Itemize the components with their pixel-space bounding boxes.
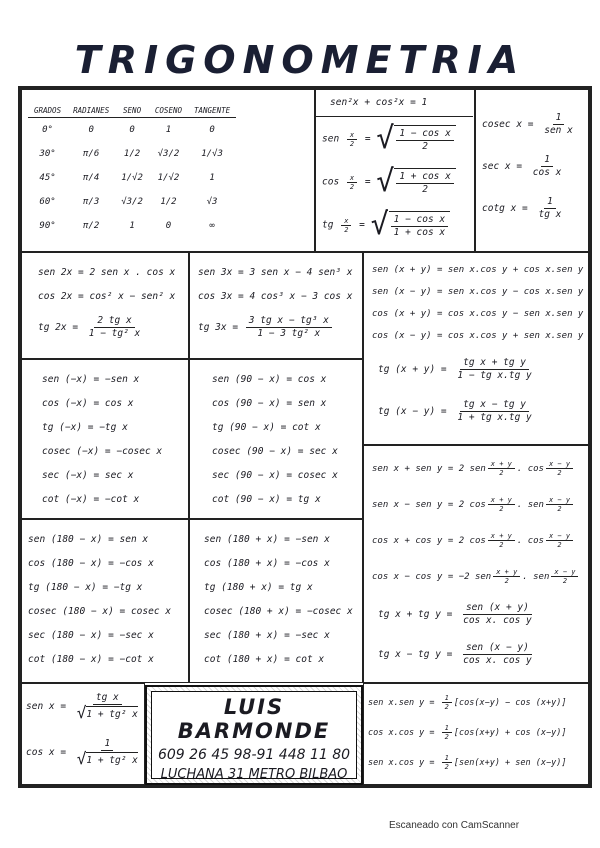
cos-plus-cos <box>372 532 575 549</box>
neg-formula: cos (−x) = cos x <box>42 398 134 409</box>
den: cos x. cos y <box>463 655 532 666</box>
table-row <box>28 142 236 166</box>
num: sen (x + y) <box>463 602 532 615</box>
cos-sum: cos (x + y) = cos x.cos y − sen x.sen y <box>372 309 584 319</box>
cos-3x: cos 3x = 4 cos³ x − 3 cos x <box>198 291 353 302</box>
num: 1 <box>442 754 452 763</box>
sqrt <box>77 705 138 721</box>
den: 2 <box>344 225 349 234</box>
fraction <box>530 154 565 179</box>
fraction <box>493 568 520 585</box>
table-row <box>28 214 236 238</box>
cos-cos-product <box>368 724 566 741</box>
num: x − y <box>546 532 573 541</box>
neg-formula: cot (−x) = −cot x <box>42 494 140 505</box>
label: tg 3x = <box>198 322 239 333</box>
num: tg x − tg y <box>460 399 529 412</box>
den: 2 <box>499 469 504 477</box>
supp-formula: tg (180 − x) = −tg x <box>28 582 143 593</box>
num: sen (x − y) <box>463 642 532 655</box>
divider <box>316 116 473 117</box>
den: tg x <box>538 209 562 220</box>
plus180-formula: sen (180 + x) = −sen x <box>204 534 330 545</box>
comp-formula: cosec (90 − x) = sec x <box>212 446 338 457</box>
den: 1 − 3 tg² x <box>257 328 321 339</box>
table-cell: π/2 <box>83 221 100 231</box>
num: x + y <box>488 532 515 541</box>
table-cell: 1 <box>165 125 172 135</box>
plus180-formula: sec (180 + x) = −sec x <box>204 630 330 641</box>
sen-sen-product <box>368 694 566 711</box>
label: tg (x + y) = <box>378 364 447 375</box>
sen-diff: sen (x − y) = sen x.cos y − cos x.sen y <box>372 287 584 297</box>
table-row <box>28 118 236 143</box>
table-row <box>28 190 236 214</box>
plus180-formula: cos (180 + x) = −cos x <box>204 558 330 569</box>
fraction <box>341 217 351 234</box>
table-cell: √3/2 <box>157 149 180 159</box>
double-angle-box <box>21 252 189 359</box>
num: 1 <box>442 694 452 703</box>
cos-from-tg <box>26 738 143 767</box>
den: 2 <box>444 763 449 771</box>
sen-sum: sen (x + y) = sen x.cos y + cos x.sen y <box>372 265 584 275</box>
reciprocal-box <box>475 89 589 252</box>
comp-formula: sec (90 − x) = cosec x <box>212 470 338 481</box>
tg-minus-tg <box>378 642 537 667</box>
table-cell: 1 <box>209 173 215 183</box>
fraction <box>551 568 578 585</box>
label: cosec x <box>482 119 523 130</box>
fraction <box>546 532 573 549</box>
label: . sen <box>516 500 544 510</box>
cosec-formula: cosec x = $\frac{1}{\text{sen x}}$ <box>482 112 578 137</box>
sen-3x: sen 3x = 3 sen x − 4 sen³ x <box>198 267 353 278</box>
num: x − y <box>551 568 578 577</box>
label: cotg x <box>482 203 517 214</box>
table-cell: 1 <box>129 221 135 231</box>
label: cos <box>322 176 340 188</box>
den: 1 − tg² x <box>88 328 141 339</box>
header-grados: GRADOS <box>28 104 67 118</box>
label: [cos(x+y) + cos (x−y)] <box>453 728 567 738</box>
fraction <box>460 642 535 667</box>
den: 2 <box>557 469 562 477</box>
label: cos x + cos y = 2 cos <box>372 536 486 546</box>
sum-formulas-box <box>363 252 589 445</box>
num: x + y <box>493 568 520 577</box>
fraction <box>347 131 357 148</box>
fraction <box>541 112 576 137</box>
table-cell: 1/2 <box>123 149 141 159</box>
num: 1 <box>442 724 452 733</box>
fraction <box>454 357 534 382</box>
table-cell: 0 <box>209 125 215 135</box>
neg-formula: tg (−x) = −tg x <box>42 422 128 433</box>
stamp-name: LUIS BARMONDE <box>177 695 331 743</box>
radical-sign: √ <box>376 164 395 199</box>
table-cell: π/3 <box>83 197 100 207</box>
label: sen x.sen y = <box>368 698 435 708</box>
tangent-expression-box <box>21 683 145 785</box>
tg-plus-tg <box>378 602 537 627</box>
den: cos x. cos y <box>463 615 532 626</box>
half-angle-cos: cos $\frac{x}{2}$ = √ $\frac{\text{1 + cos x}}{2}$ <box>322 167 456 197</box>
den: 2 <box>349 139 355 148</box>
complementary-box <box>189 359 363 519</box>
sen-cos-product <box>368 754 566 771</box>
label: sen x + sen y = 2 sen <box>372 464 486 474</box>
radical-sign: √ <box>76 703 87 722</box>
num: 2 tg x <box>94 315 134 328</box>
fraction <box>74 738 141 767</box>
den: 2 <box>499 505 504 513</box>
label: cos x = <box>26 747 67 758</box>
den: 2 <box>444 703 449 711</box>
label: sen x = <box>26 701 67 712</box>
tg-3x <box>198 315 334 340</box>
label: sen x.cos y = <box>368 758 435 768</box>
table-cell: 60° <box>39 197 56 207</box>
fraction <box>546 460 573 477</box>
num: tg x + tg y <box>460 357 529 370</box>
cos-2x: cos 2x = cos² x − sen² x <box>38 291 176 302</box>
table-cell: √3 <box>206 197 218 207</box>
plus-180-box <box>189 519 363 683</box>
label: tg <box>322 219 334 231</box>
stamp-inner <box>151 691 357 782</box>
num: x <box>347 174 357 183</box>
comp-formula: cot (90 − x) = tg x <box>212 494 321 505</box>
label: . cos <box>516 536 544 546</box>
label: tg x + tg y = <box>378 609 453 620</box>
page-title: TRIGONOMETRIA <box>74 38 526 82</box>
half-angle-tg: tg $\frac{x}{2}$ = √ $\frac{\text{1 − cos x}}{\text{1 + cos x}}$ <box>322 210 450 240</box>
label: sen x − sen y = 2 cos <box>372 500 486 510</box>
scanner-watermark: Escaneado con CamScanner <box>389 820 520 831</box>
plus180-formula: tg (180 + x) = tg x <box>204 582 313 593</box>
fraction <box>536 196 565 221</box>
label: tg (x − y) = <box>378 406 447 417</box>
fraction <box>442 724 452 741</box>
sen-from-tg <box>26 692 143 721</box>
den: 1 + tg² x <box>86 752 137 767</box>
table-cell: 90° <box>39 221 56 231</box>
neg-formula: sec (−x) = sec x <box>42 470 134 481</box>
fraction <box>546 496 573 513</box>
table-cell: 0° <box>42 125 53 135</box>
fraction <box>442 754 452 771</box>
fraction <box>74 692 141 721</box>
label: [sen(x+y) + sen (x−y)] <box>453 758 567 768</box>
table-cell: 0 <box>165 221 172 231</box>
den: 2 <box>444 733 449 741</box>
fraction <box>488 496 515 513</box>
table-cell: √3/2 <box>121 197 143 207</box>
fraction <box>396 128 453 153</box>
den: 1 + tg² x <box>86 706 137 721</box>
den: 2 <box>422 184 428 195</box>
label: cos x − cos y = −2 sen <box>372 572 492 582</box>
angle-table <box>28 104 236 238</box>
num: x <box>347 131 357 140</box>
sqrt <box>77 751 138 767</box>
den: 2 <box>422 141 428 152</box>
fraction <box>396 171 453 196</box>
num: 1 <box>544 196 556 209</box>
header-radianes: RADIANES <box>67 104 115 118</box>
sqrt <box>370 207 451 242</box>
label: . cos <box>516 464 544 474</box>
den: sen x <box>544 125 573 136</box>
label: tg 2x = <box>38 322 79 333</box>
sum-to-product-box <box>363 445 589 683</box>
table-cell: π/6 <box>83 149 100 159</box>
comp-formula: cos (90 − x) = sen x <box>212 398 327 409</box>
num: 1 − cos x <box>391 214 448 227</box>
plus180-formula: cosec (180 + x) = −cosec x <box>204 606 353 617</box>
supp-formula: cot (180 − x) = −cot x <box>28 654 154 665</box>
den: 1 + cos x <box>393 227 446 238</box>
table-cell: ∞ <box>209 221 215 231</box>
cotg-formula: cotg x = $\frac{1}{\text{tg x}}$ <box>482 196 566 221</box>
den: cos x <box>532 167 562 178</box>
header-seno: SENO <box>115 104 149 118</box>
supp-formula: sec (180 − x) = −sec x <box>28 630 154 641</box>
negative-angle-box <box>21 359 189 519</box>
num: x + y <box>488 460 515 469</box>
den: 2 <box>557 541 562 549</box>
den: 1 − tg x.tg y <box>457 370 532 381</box>
label: tg x − tg y = <box>378 649 453 660</box>
header-tangente: TANGENTE <box>188 104 236 118</box>
publisher-stamp <box>145 685 363 785</box>
formula-sheet <box>18 86 592 788</box>
label: [cos(x−y) − cos (x+y)] <box>453 698 567 708</box>
num: x − y <box>546 460 573 469</box>
cos-minus-cos <box>372 568 580 585</box>
cos-diff: cos (x − y) = cos x.cos y + sen x.sen y <box>372 331 584 341</box>
radical-sign: √ <box>76 749 87 768</box>
plus180-formula: cot (180 + x) = cot x <box>204 654 325 665</box>
table-cell: 30° <box>39 149 56 159</box>
num: x <box>341 217 351 226</box>
comp-formula: sen (90 − x) = cos x <box>212 374 327 385</box>
fraction <box>442 694 452 711</box>
supp-formula: cos (180 − x) = −cos x <box>28 558 154 569</box>
num: 1 <box>101 738 113 751</box>
num: tg x <box>93 692 122 705</box>
half-angle-sen: sen $\frac{x}{2}$ = √ $\frac{\text{1 − cos x}}{2}$ <box>322 124 456 154</box>
num: 3 tg x − tg³ x <box>246 315 332 328</box>
product-formulas-box <box>363 683 589 785</box>
supp-formula: sen (180 − x) = sen x <box>28 534 149 545</box>
fraction <box>488 532 515 549</box>
table-cell: 1/√2 <box>121 173 143 183</box>
tg-diff <box>378 399 537 424</box>
angle-table-header <box>28 104 236 118</box>
table-cell: 0 <box>129 125 135 135</box>
sec-formula: sec x = $\frac{1}{\text{cos x}}$ <box>482 154 566 179</box>
supp-formula: cosec (180 − x) = cosec x <box>28 606 171 617</box>
label: cos x.cos y = <box>368 728 435 738</box>
table-row <box>28 166 236 190</box>
fraction <box>454 399 534 424</box>
table-cell: 45° <box>39 173 56 183</box>
sen-plus-sen <box>372 460 575 477</box>
stamp-phone: 609 26 45 98-91 448 11 80 <box>157 747 351 763</box>
den: 2 <box>562 577 568 585</box>
num: x + y <box>488 496 515 505</box>
neg-formula: sen (−x) = −sen x <box>42 374 140 385</box>
num: 1 <box>553 112 565 125</box>
tg-2x <box>38 315 145 340</box>
fraction <box>488 460 515 477</box>
fraction <box>460 602 535 627</box>
table-cell: 1/2 <box>160 197 177 207</box>
label: sen <box>322 133 340 145</box>
radical-sign: √ <box>376 121 395 156</box>
triple-angle-box <box>189 252 363 359</box>
sen-minus-sen <box>372 496 575 513</box>
den: 2 <box>557 505 562 513</box>
comp-formula: tg (90 − x) = cot x <box>212 422 321 433</box>
tg-sum <box>378 357 537 382</box>
stamp-address: LUCHANA 31 METRO BILBAO <box>160 767 348 782</box>
den: 2 <box>504 577 509 585</box>
den: 2 <box>499 541 504 549</box>
den: 2 <box>349 182 355 191</box>
table-cell: 0 <box>88 125 94 135</box>
sen-2x: sen 2x = 2 sen x . cos x <box>38 267 176 278</box>
supplementary-box <box>21 519 189 683</box>
label: sec x <box>482 161 511 172</box>
pythagorean-identity: sen²x + cos²x = 1 <box>330 97 428 108</box>
neg-formula: cosec (−x) = −cosec x <box>42 446 163 457</box>
table-cell: 1/√3 <box>201 149 223 159</box>
num: 1 + cos x <box>396 171 453 184</box>
num: 1 <box>541 154 553 167</box>
angle-table-box <box>21 89 315 252</box>
fraction <box>86 315 143 340</box>
fraction <box>347 174 357 191</box>
table-cell: 1/√2 <box>157 173 180 183</box>
fraction <box>391 214 448 239</box>
radical-sign: √ <box>370 207 389 242</box>
half-angle-box <box>315 89 475 252</box>
den: 1 + tg x.tg y <box>457 412 532 423</box>
num: 1 − cos x <box>396 128 453 141</box>
label: . sen <box>522 572 550 582</box>
fraction <box>246 315 332 340</box>
num: x − y <box>546 496 573 505</box>
table-cell: π/4 <box>83 173 100 183</box>
header-coseno: COSENO <box>149 104 188 118</box>
